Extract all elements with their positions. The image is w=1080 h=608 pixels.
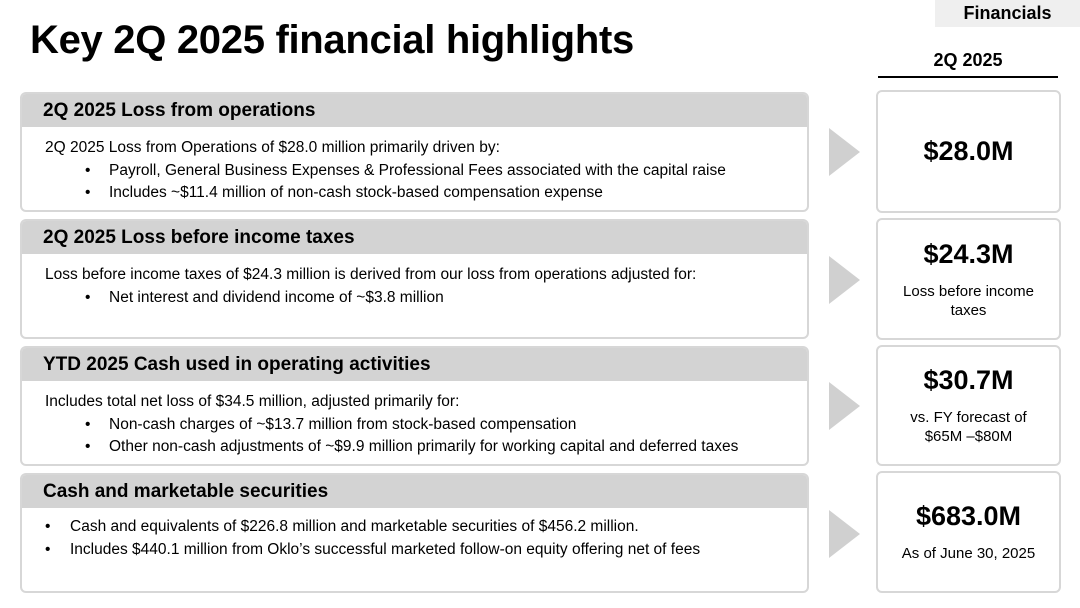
section-lead: Loss before income taxes of $24.3 million is derived from our loss from operations adjusted for: xyxy=(45,266,697,283)
metric-note: vs. FY forecast of $65M –$80M xyxy=(910,409,1027,445)
section-body xyxy=(22,127,807,205)
bullet-item: • Cash and equivalents of $226.8 million and marketable securities of $456.2 million. xyxy=(45,516,807,539)
section-body xyxy=(22,381,807,459)
bullet-item: • Other non-cash adjustments of ~$9.9 million primarily for working capital and deferred taxes xyxy=(45,436,807,459)
arrow-right-icon xyxy=(829,510,860,558)
section-heading: YTD 2025 Cash used in operating activities xyxy=(22,348,807,381)
section-cash-used-in-operating-activities xyxy=(20,346,809,466)
section-body xyxy=(22,254,807,309)
bullet-item: • Payroll, General Business Expenses & Professional Fees associated with the capital raise xyxy=(45,160,807,183)
metric-card-cash-and-securities xyxy=(876,471,1061,593)
metric-card-loss-from-operations xyxy=(876,90,1061,213)
metric-value: $683.0M xyxy=(915,501,1022,531)
page-title: Key 2Q 2025 financial highlights xyxy=(30,18,634,62)
metric-value: $24.3M xyxy=(923,238,1014,269)
arrow-right-icon xyxy=(829,256,860,304)
arrow-right-icon xyxy=(829,382,860,430)
bullet-item: • Non-cash charges of ~$13.7 million from stock-based compensation xyxy=(45,414,807,437)
financials-tag: Financials xyxy=(935,0,1080,27)
metric-note: Loss before income taxes xyxy=(903,282,1034,319)
bullet-list xyxy=(45,516,807,561)
metric-value: $30.7M xyxy=(923,365,1014,395)
bullet-list xyxy=(45,160,807,205)
bullet-item: • Includes ~$11.4 million of non-cash stock-based compensation expense xyxy=(45,182,807,205)
section-heading: Cash and marketable securities xyxy=(22,475,807,508)
bullet-item: • Includes $440.1 million from Oklo’s successful marketed follow-on equity offering net of fees xyxy=(45,539,807,562)
section-heading: 2Q 2025 Loss before income taxes xyxy=(22,221,807,254)
section-lead: Includes total net loss of $34.5 million, adjusted primarily for: xyxy=(45,393,460,410)
bullet-list xyxy=(45,414,807,459)
column-heading: 2Q 2025 xyxy=(878,46,1058,78)
section-cash-and-marketable-securities xyxy=(20,473,809,593)
section-loss-before-income-taxes xyxy=(20,219,809,339)
metric-card-cash-used xyxy=(876,345,1061,466)
metric-note: As of June 30, 2025 xyxy=(901,545,1036,562)
bullet-item: • Net interest and dividend income of ~$3.8 million xyxy=(45,287,807,310)
bullet-list xyxy=(45,287,807,310)
section-body xyxy=(22,508,807,561)
section-lead: 2Q 2025 Loss from Operations of $28.0 million primarily driven by: xyxy=(45,139,500,156)
arrow-right-icon xyxy=(829,128,860,176)
metric-value: $28.0M xyxy=(923,136,1014,166)
section-heading: 2Q 2025 Loss from operations xyxy=(22,94,807,127)
section-loss-from-operations xyxy=(20,92,809,212)
metric-card-loss-before-income-taxes xyxy=(876,218,1061,340)
